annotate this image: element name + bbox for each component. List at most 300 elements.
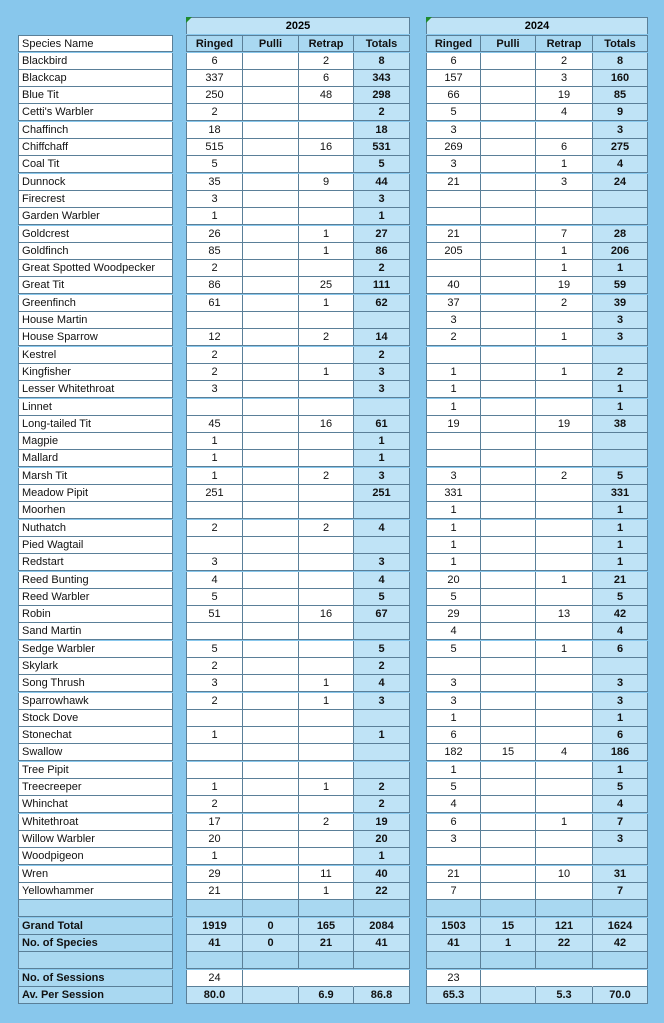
ringed-2025-cell: 26 [186,226,243,243]
totals-2025-cell: 19 [354,814,410,831]
ringed-2025-cell: 2 [186,796,243,813]
pulli-2025-cell [243,208,299,225]
totals-2024-cell [593,191,648,208]
ringed-2024-cell: 1503 [426,918,481,935]
species-name: Magpie [18,433,173,450]
ringed-2025-cell: 51 [186,606,243,623]
pulli-2025-cell [243,104,299,121]
retrap-2025-cell [299,831,354,848]
retrap-2025-cell [299,727,354,744]
totals-2025-cell: 2 [354,104,410,121]
species-name: Dunnock [18,174,173,191]
ringed-2024-cell: 4 [426,623,481,640]
retrap-2025-cell [299,433,354,450]
pulli-2024-cell [481,572,536,589]
totals-2025-cell [354,710,410,727]
ringed-2024-cell: 157 [426,70,481,87]
ringed-2024-cell: 1 [426,762,481,779]
totals-2025-cell: 2 [354,260,410,277]
ringed-2025-cell: 251 [186,485,243,502]
totals-2025-cell: 3 [354,554,410,571]
retrap-2024-cell [536,970,593,987]
pulli-2025-cell [243,312,299,329]
pulli-2024-cell [481,156,536,173]
retrap-2025-cell [299,191,354,208]
ringed-2024-cell [426,260,481,277]
totals-2024-cell [593,970,648,987]
pulli-2025-cell [243,675,299,692]
pulli-2025-cell [243,139,299,156]
totals-2024-cell: 275 [593,139,648,156]
pulli-2025-cell [243,883,299,900]
totals-2025-cell: 14 [354,329,410,346]
totals-2025-cell: 8 [354,53,410,70]
retrap-2025-cell: 6 [299,70,354,87]
species-name: Great Tit [18,277,173,294]
retrap-2024-cell [536,537,593,554]
retrap-2025-cell: 48 [299,87,354,104]
ringed-2024-cell: 3 [426,693,481,710]
totals-2025-cell: 5 [354,641,410,658]
ringed-2024-cell: 3 [426,675,481,692]
ringed-2025-cell: 85 [186,243,243,260]
pulli-2025-cell [243,485,299,502]
spacer-cell [18,900,173,917]
totals-2025-cell: 5 [354,589,410,606]
pulli-2025-cell [243,572,299,589]
retrap-header-2025: Retrap [299,35,354,52]
totals-2025-cell: 4 [354,572,410,589]
totals-2025-cell: 251 [354,485,410,502]
ringed-2025-cell: 6 [186,53,243,70]
totals-2024-cell: 160 [593,70,648,87]
species-name: Skylark [18,658,173,675]
pulli-2025-cell [243,554,299,571]
pulli-2025-cell [243,53,299,70]
totals-2024-cell [593,208,648,225]
ringed-header-2024: Ringed [426,35,481,52]
species-name: Robin [18,606,173,623]
ringed-2025-cell: 3 [186,675,243,692]
ringed-2024-cell: 269 [426,139,481,156]
species-name: Long-tailed Tit [18,416,173,433]
pulli-2025-cell [243,468,299,485]
retrap-2024-cell [536,589,593,606]
row-label: Grand Total [18,918,173,935]
retrap-2024-cell [536,779,593,796]
ringed-2024-cell: 3 [426,831,481,848]
ringed-2024-cell [426,848,481,865]
totals-2024-cell [593,848,648,865]
ringed-2024-cell: 1 [426,502,481,519]
ringed-2024-cell: 3 [426,156,481,173]
totals-2025-cell: 22 [354,883,410,900]
totals-2024-cell: 7 [593,814,648,831]
pulli-2025-cell: 0 [243,935,299,952]
spacer-cell [299,952,354,969]
retrap-2024-cell [536,762,593,779]
pulli-2024-cell [481,883,536,900]
totals-2025-cell: 531 [354,139,410,156]
pulli-2025-cell [243,399,299,416]
totals-2024-cell: 70.0 [593,987,648,1004]
retrap-2025-cell [299,312,354,329]
retrap-header-2024: Retrap [536,35,593,52]
retrap-2024-cell: 6 [536,139,593,156]
totals-2025-cell: 61 [354,416,410,433]
retrap-2024-cell: 3 [536,70,593,87]
retrap-2024-cell [536,848,593,865]
spacer-cell [536,952,593,969]
spacer-cell [18,952,173,969]
ringed-2025-cell [186,762,243,779]
species-name: Willow Warbler [18,831,173,848]
pulli-2024-cell [481,226,536,243]
species-name: Mallard [18,450,173,467]
retrap-2025-cell: 165 [299,918,354,935]
totals-2025-cell: 2 [354,779,410,796]
totals-2024-cell: 21 [593,572,648,589]
retrap-2024-cell [536,399,593,416]
pulli-2024-cell [481,641,536,658]
pulli-2024-cell [481,537,536,554]
ringed-2025-cell [186,710,243,727]
ringed-2025-cell: 5 [186,156,243,173]
retrap-2024-cell [536,710,593,727]
ringed-2024-cell: 20 [426,572,481,589]
retrap-2024-cell: 22 [536,935,593,952]
totals-2025-cell: 44 [354,174,410,191]
retrap-2025-cell: 2 [299,814,354,831]
pulli-2024-cell [481,277,536,294]
totals-2025-cell: 343 [354,70,410,87]
totals-2024-cell: 28 [593,226,648,243]
pulli-2025-cell [243,277,299,294]
species-name: Great Spotted Woodpecker [18,260,173,277]
ringed-2025-cell: 18 [186,122,243,139]
retrap-2025-cell [299,104,354,121]
pulli-header-2024: Pulli [481,35,536,52]
species-name: Blackcap [18,70,173,87]
totals-2024-cell: 7 [593,883,648,900]
ringed-2025-cell: 61 [186,295,243,312]
totals-2024-cell: 42 [593,606,648,623]
ringed-2025-cell: 3 [186,191,243,208]
totals-2024-cell: 1 [593,710,648,727]
ringed-2024-cell: 6 [426,53,481,70]
species-name: Firecrest [18,191,173,208]
totals-2024-cell: 39 [593,295,648,312]
totals-2024-cell: 6 [593,641,648,658]
spacer-cell [186,952,243,969]
totals-2025-cell: 86 [354,243,410,260]
retrap-2025-cell: 2 [299,53,354,70]
totals-2025-cell [354,623,410,640]
totals-header-2025: Totals [354,35,410,52]
ringed-2025-cell: 1919 [186,918,243,935]
retrap-2024-cell: 19 [536,416,593,433]
pulli-2025-cell: 0 [243,918,299,935]
retrap-2025-cell [299,796,354,813]
totals-2024-cell: 59 [593,277,648,294]
totals-2025-cell: 67 [354,606,410,623]
pulli-2024-cell [481,329,536,346]
pulli-2025-cell [243,537,299,554]
retrap-2025-cell [299,537,354,554]
retrap-2025-cell [299,970,354,987]
ringed-2024-cell: 7 [426,883,481,900]
retrap-2024-cell: 1 [536,243,593,260]
species-name: Whitethroat [18,814,173,831]
pulli-2024-cell: 1 [481,935,536,952]
pulli-2025-cell [243,416,299,433]
retrap-2024-cell [536,502,593,519]
pulli-2024-cell [481,814,536,831]
ringed-2024-cell: 5 [426,779,481,796]
pulli-2025-cell [243,329,299,346]
totals-2024-cell: 1 [593,260,648,277]
species-name: Garden Warbler [18,208,173,225]
totals-2025-cell: 3 [354,381,410,398]
totals-2025-cell [354,399,410,416]
retrap-2025-cell: 1 [299,226,354,243]
totals-2024-cell: 3 [593,329,648,346]
ringed-2025-cell: 86 [186,277,243,294]
totals-2025-cell [354,502,410,519]
pulli-2025-cell [243,520,299,537]
ringed-2024-cell: 1 [426,710,481,727]
pulli-2025-cell [243,295,299,312]
totals-2025-cell: 62 [354,295,410,312]
ringed-2025-cell: 2 [186,260,243,277]
ringed-2024-cell [426,658,481,675]
species-name: Chiffchaff [18,139,173,156]
spacer-cell [481,900,536,917]
ringed-2025-cell: 12 [186,329,243,346]
pulli-2024-cell [481,779,536,796]
ringed-2025-cell: 1 [186,727,243,744]
spacer-cell [426,952,481,969]
ringed-2024-cell: 2 [426,329,481,346]
species-name: Nuthatch [18,520,173,537]
ringed-2025-cell: 5 [186,641,243,658]
totals-2024-cell: 186 [593,744,648,761]
totals-2025-cell: 111 [354,277,410,294]
ringed-2024-cell: 19 [426,416,481,433]
ringed-2024-cell: 205 [426,243,481,260]
pulli-2024-cell [481,727,536,744]
ringed-2024-cell: 1 [426,520,481,537]
ringed-2025-cell: 3 [186,381,243,398]
pulli-2025-cell [243,156,299,173]
pulli-2024-cell [481,831,536,848]
totals-2024-cell [593,347,648,364]
pulli-2025-cell [243,727,299,744]
ringed-2025-cell [186,623,243,640]
ringed-2024-cell: 1 [426,537,481,554]
species-name: Chaffinch [18,122,173,139]
pulli-2025-cell [243,589,299,606]
spacer-cell [593,900,648,917]
totals-2025-cell [354,312,410,329]
retrap-2025-cell: 11 [299,866,354,883]
retrap-2024-cell [536,381,593,398]
ringed-2024-cell: 6 [426,727,481,744]
totals-2024-cell: 1624 [593,918,648,935]
retrap-2025-cell [299,554,354,571]
retrap-2025-cell [299,485,354,502]
pulli-2024-cell [481,312,536,329]
ringed-2024-cell: 6 [426,814,481,831]
ringed-2024-cell: 1 [426,364,481,381]
retrap-2025-cell [299,156,354,173]
pulli-2024-cell [481,710,536,727]
retrap-2025-cell [299,641,354,658]
retrap-2024-cell [536,433,593,450]
ringed-2024-cell: 37 [426,295,481,312]
totals-2025-cell: 86.8 [354,987,410,1004]
species-name: House Sparrow [18,329,173,346]
species-name: Sand Martin [18,623,173,640]
retrap-2025-cell: 1 [299,243,354,260]
totals-2024-cell: 4 [593,156,648,173]
retrap-2025-cell [299,260,354,277]
retrap-2025-cell [299,399,354,416]
species-name: Woodpigeon [18,848,173,865]
retrap-2025-cell [299,122,354,139]
retrap-2025-cell: 1 [299,883,354,900]
retrap-2024-cell: 1 [536,572,593,589]
pulli-2025-cell [243,658,299,675]
totals-2024-cell [593,433,648,450]
pulli-2025-cell [243,970,299,987]
totals-2024-cell: 1 [593,399,648,416]
pulli-2024-cell [481,796,536,813]
totals-2025-cell: 18 [354,122,410,139]
species-name: Kingfisher [18,364,173,381]
totals-2025-cell: 5 [354,156,410,173]
pulli-2025-cell [243,226,299,243]
retrap-2024-cell: 3 [536,174,593,191]
pulli-2024-cell [481,554,536,571]
retrap-2025-cell [299,623,354,640]
species-name: Pied Wagtail [18,537,173,554]
spacer-cell [243,952,299,969]
totals-2025-cell: 2084 [354,918,410,935]
ringed-2025-cell: 515 [186,139,243,156]
ringed-2024-cell: 29 [426,606,481,623]
species-name: Redstart [18,554,173,571]
ringed-2025-cell: 41 [186,935,243,952]
retrap-2024-cell [536,658,593,675]
ringed-2025-cell: 2 [186,693,243,710]
pulli-2025-cell [243,987,299,1004]
retrap-2024-cell: 1 [536,641,593,658]
species-name: Treecreeper [18,779,173,796]
totals-2024-cell: 42 [593,935,648,952]
species-name: Goldfinch [18,243,173,260]
retrap-2025-cell: 16 [299,606,354,623]
totals-2024-cell: 3 [593,312,648,329]
ringed-2025-cell: 5 [186,589,243,606]
pulli-2024-cell [481,450,536,467]
retrap-2025-cell [299,589,354,606]
retrap-2024-cell: 2 [536,295,593,312]
ringed-2025-cell: 4 [186,572,243,589]
retrap-2024-cell: 1 [536,814,593,831]
pulli-2024-cell [481,762,536,779]
spacer-cell [186,900,243,917]
ringed-2025-cell: 29 [186,866,243,883]
pulli-2025-cell [243,260,299,277]
species-name: Tree Pipit [18,762,173,779]
ringed-2024-cell [426,191,481,208]
ringed-2024-cell: 21 [426,866,481,883]
ringed-2024-cell [426,433,481,450]
totals-2025-cell: 41 [354,935,410,952]
totals-2025-cell: 3 [354,468,410,485]
row-label: No. of Species [18,935,173,952]
ringed-2024-cell: 1 [426,554,481,571]
totals-2024-cell: 3 [593,122,648,139]
pulli-2025-cell [243,122,299,139]
retrap-2024-cell: 13 [536,606,593,623]
species-name: Coal Tit [18,156,173,173]
species-name: Moorhen [18,502,173,519]
totals-2025-cell: 20 [354,831,410,848]
species-name: Linnet [18,399,173,416]
totals-2024-cell: 5 [593,589,648,606]
retrap-2025-cell [299,710,354,727]
spacer-cell [354,900,410,917]
pulli-2025-cell [243,70,299,87]
totals-2024-cell: 1 [593,762,648,779]
pulli-2025-cell [243,606,299,623]
retrap-2024-cell: 121 [536,918,593,935]
spacer-cell [426,900,481,917]
retrap-2024-cell: 19 [536,87,593,104]
retrap-2025-cell: 6.9 [299,987,354,1004]
retrap-2024-cell [536,122,593,139]
pulli-2024-cell [481,70,536,87]
pulli-2024-cell [481,606,536,623]
totals-2025-cell: 1 [354,848,410,865]
totals-2025-cell: 2 [354,658,410,675]
totals-2024-cell: 3 [593,675,648,692]
label-column-header: Species Name [18,35,173,52]
pulli-2024-cell [481,589,536,606]
pulli-2024-cell [481,520,536,537]
totals-2025-cell: 3 [354,693,410,710]
pulli-2025-cell [243,693,299,710]
species-name: Goldcrest [18,226,173,243]
pulli-2024-cell [481,191,536,208]
retrap-2024-cell [536,208,593,225]
species-name: Swallow [18,744,173,761]
pulli-2024-cell [481,174,536,191]
totals-2024-cell: 5 [593,779,648,796]
totals-2024-cell: 1 [593,381,648,398]
spacer-cell [354,952,410,969]
ringed-2024-cell: 21 [426,174,481,191]
pulli-2024-cell [481,53,536,70]
pulli-2024-cell [481,693,536,710]
retrap-2024-cell [536,831,593,848]
ringed-2025-cell: 337 [186,70,243,87]
totals-2024-cell: 3 [593,831,648,848]
retrap-2024-cell [536,191,593,208]
retrap-2025-cell: 16 [299,416,354,433]
